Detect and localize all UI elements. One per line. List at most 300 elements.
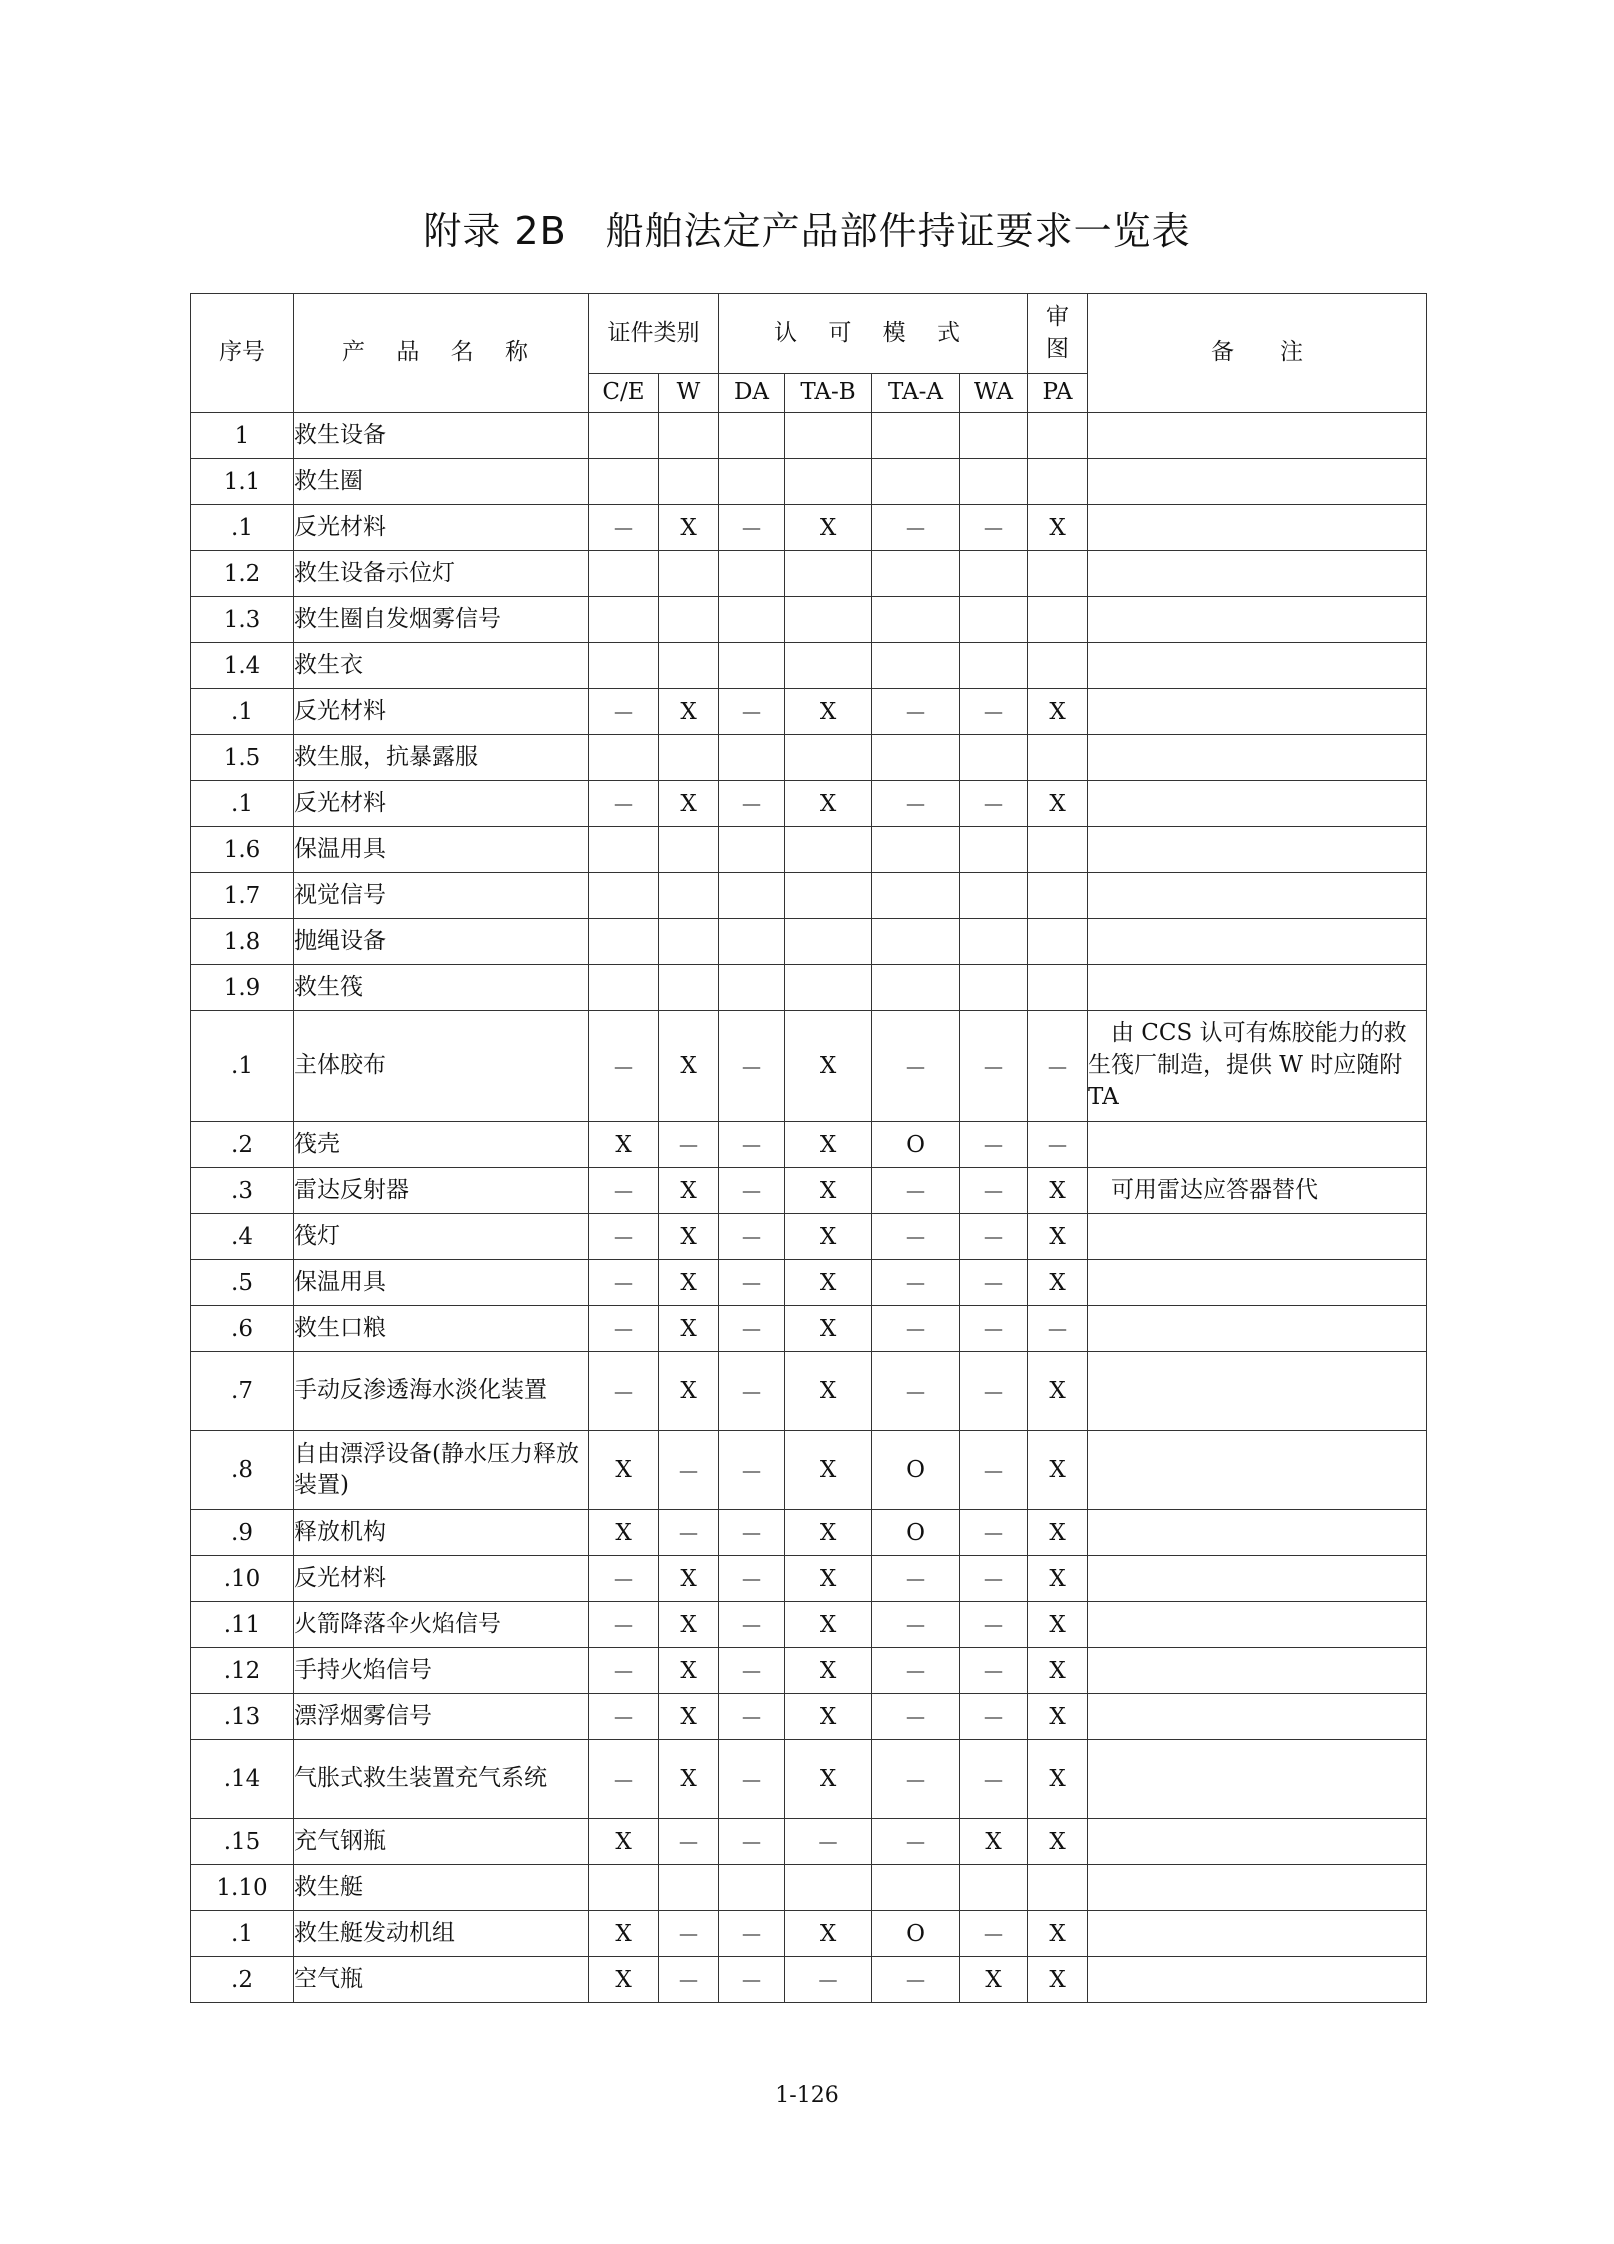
row-mark-da: － <box>719 1214 785 1260</box>
row-mark-ta-a: O <box>872 1431 960 1510</box>
row-mark-w <box>659 413 719 459</box>
table-row <box>191 643 1427 689</box>
row-mark-w: X <box>659 505 719 551</box>
row-mark-da: － <box>719 781 785 827</box>
row-seq: 1.5 <box>191 735 294 781</box>
row-remark <box>1088 1214 1427 1260</box>
row-remark <box>1088 1957 1427 2003</box>
row-remark <box>1088 1911 1427 1957</box>
row-product-name: 救生艇发动机组 <box>294 1911 589 1957</box>
row-remark <box>1088 1122 1427 1168</box>
table-row <box>191 873 1427 919</box>
row-mark-wa: － <box>960 1911 1028 1957</box>
row-mark-w <box>659 965 719 1011</box>
row-seq: .8 <box>191 1431 294 1510</box>
row-mark-ta-a <box>872 597 960 643</box>
row-product-name: 反光材料 <box>294 1556 589 1602</box>
row-mark-ce: X <box>589 1510 659 1556</box>
row-mark-ta-a: － <box>872 1011 960 1122</box>
row-mark-pa: X <box>1028 1260 1088 1306</box>
row-mark-wa: － <box>960 1122 1028 1168</box>
row-remark <box>1088 735 1427 781</box>
page-title: 附录 2B 船舶法定产品部件持证要求一览表 <box>423 209 1191 253</box>
row-mark-ta-b: X <box>785 1694 872 1740</box>
page-number: 1-126 <box>775 2083 839 2108</box>
header-plan-review: 审图 <box>1028 294 1088 374</box>
table-row <box>191 781 1427 827</box>
row-remark <box>1088 689 1427 735</box>
row-product-name: 救生口粮 <box>294 1306 589 1352</box>
row-mark-w: X <box>659 1602 719 1648</box>
row-mark-w: － <box>659 1957 719 2003</box>
row-mark-w <box>659 643 719 689</box>
row-seq: .10 <box>191 1556 294 1602</box>
row-mark-wa: － <box>960 505 1028 551</box>
row-mark-ta-a: － <box>872 1556 960 1602</box>
row-product-name: 救生圈自发烟雾信号 <box>294 597 589 643</box>
header-seq: 序号 <box>191 294 294 413</box>
row-mark-ta-a: O <box>872 1510 960 1556</box>
row-product-name: 救生衣 <box>294 643 589 689</box>
row-mark-ta-a: － <box>872 1740 960 1819</box>
row-seq: 1.8 <box>191 919 294 965</box>
row-mark-ce <box>589 1865 659 1911</box>
row-seq: .5 <box>191 1260 294 1306</box>
row-mark-da <box>719 643 785 689</box>
row-mark-wa: － <box>960 1306 1028 1352</box>
row-mark-ta-b <box>785 873 872 919</box>
row-mark-wa: － <box>960 1740 1028 1819</box>
row-remark <box>1088 1865 1427 1911</box>
certificate-requirements-table <box>190 293 1427 2003</box>
header-product-name-text: 产 品 名 称 <box>342 339 540 366</box>
row-mark-ta-a: － <box>872 1168 960 1214</box>
row-mark-ta-a <box>872 965 960 1011</box>
row-mark-pa: X <box>1028 1911 1088 1957</box>
row-mark-ta-b: X <box>785 1911 872 1957</box>
row-remark <box>1088 413 1427 459</box>
row-product-name: 救生筏 <box>294 965 589 1011</box>
table-row <box>191 1306 1427 1352</box>
table-row <box>191 827 1427 873</box>
row-seq: .2 <box>191 1122 294 1168</box>
row-mark-ta-b <box>785 459 872 505</box>
row-seq: 1.4 <box>191 643 294 689</box>
row-mark-ce <box>589 919 659 965</box>
row-product-name: 充气钢瓶 <box>294 1819 589 1865</box>
row-remark: 由 CCS 认可有炼胶能力的救生筏厂制造，提供 W 时应随附 TA <box>1088 1011 1427 1122</box>
row-seq: .2 <box>191 1957 294 2003</box>
row-mark-pa <box>1028 735 1088 781</box>
row-mark-wa: X <box>960 1819 1028 1865</box>
row-mark-pa: X <box>1028 1694 1088 1740</box>
row-remark <box>1088 505 1427 551</box>
row-mark-wa <box>960 827 1028 873</box>
row-mark-ce <box>589 873 659 919</box>
row-seq: .11 <box>191 1602 294 1648</box>
row-mark-ce <box>589 643 659 689</box>
row-remark <box>1088 1819 1427 1865</box>
row-mark-w: X <box>659 1306 719 1352</box>
row-seq: .7 <box>191 1352 294 1431</box>
row-mark-ta-a <box>872 1865 960 1911</box>
header-approval-mode <box>719 294 1028 374</box>
table-row <box>191 597 1427 643</box>
table-row <box>191 1011 1427 1122</box>
row-mark-wa: － <box>960 1602 1028 1648</box>
row-mark-wa <box>960 1865 1028 1911</box>
row-mark-pa: X <box>1028 505 1088 551</box>
row-seq: .1 <box>191 781 294 827</box>
row-seq: 1.7 <box>191 873 294 919</box>
row-mark-ta-b <box>785 735 872 781</box>
row-product-name: 主体胶布 <box>294 1011 589 1122</box>
row-mark-ta-b: X <box>785 1168 872 1214</box>
row-mark-pa <box>1028 965 1088 1011</box>
row-mark-pa <box>1028 873 1088 919</box>
row-mark-wa: － <box>960 1214 1028 1260</box>
row-mark-ta-b: X <box>785 1122 872 1168</box>
row-mark-da <box>719 827 785 873</box>
row-mark-wa: － <box>960 1556 1028 1602</box>
row-remark <box>1088 781 1427 827</box>
row-mark-ta-a <box>872 919 960 965</box>
row-mark-ta-b: X <box>785 1306 872 1352</box>
row-remark <box>1088 919 1427 965</box>
row-remark <box>1088 643 1427 689</box>
row-mark-pa: X <box>1028 781 1088 827</box>
row-mark-da: － <box>719 689 785 735</box>
row-mark-pa: X <box>1028 1648 1088 1694</box>
row-mark-w <box>659 597 719 643</box>
row-mark-ta-a <box>872 873 960 919</box>
row-mark-wa <box>960 919 1028 965</box>
row-mark-ta-b <box>785 965 872 1011</box>
row-product-name: 救生设备 <box>294 413 589 459</box>
row-seq: .14 <box>191 1740 294 1819</box>
row-mark-ce: X <box>589 1122 659 1168</box>
row-mark-w <box>659 919 719 965</box>
table-row <box>191 1556 1427 1602</box>
row-mark-da <box>719 873 785 919</box>
table-row <box>191 1865 1427 1911</box>
row-mark-ce <box>589 735 659 781</box>
row-mark-ta-b: X <box>785 1214 872 1260</box>
header-cert-type: 证件类别 <box>589 294 719 374</box>
header-approval-mode-text: 认 可 模 式 <box>774 319 972 346</box>
row-mark-wa: － <box>960 1168 1028 1214</box>
row-mark-wa: － <box>960 1260 1028 1306</box>
row-mark-ta-b: X <box>785 781 872 827</box>
row-mark-ta-b <box>785 643 872 689</box>
row-product-name: 救生艇 <box>294 1865 589 1911</box>
row-mark-da: － <box>719 1911 785 1957</box>
row-remark <box>1088 1431 1427 1510</box>
row-mark-da <box>719 413 785 459</box>
row-mark-ta-a: － <box>872 505 960 551</box>
row-mark-ta-b <box>785 413 872 459</box>
row-remark <box>1088 597 1427 643</box>
row-mark-ce: － <box>589 1306 659 1352</box>
row-mark-da: － <box>719 1694 785 1740</box>
row-mark-pa: － <box>1028 1011 1088 1122</box>
row-product-name: 救生圈 <box>294 459 589 505</box>
table-row <box>191 1819 1427 1865</box>
row-mark-da: － <box>719 1602 785 1648</box>
row-seq: .1 <box>191 1011 294 1122</box>
row-mark-ta-b <box>785 827 872 873</box>
table-body <box>191 413 1427 2003</box>
row-product-name: 筏灯 <box>294 1214 589 1260</box>
row-mark-ta-b: X <box>785 689 872 735</box>
row-mark-wa: － <box>960 1011 1028 1122</box>
row-mark-w: X <box>659 781 719 827</box>
row-mark-wa <box>960 643 1028 689</box>
row-mark-pa <box>1028 597 1088 643</box>
header-remarks: 备 注 <box>1088 294 1427 413</box>
row-mark-pa: X <box>1028 1740 1088 1819</box>
row-mark-ta-a <box>872 413 960 459</box>
row-mark-ce <box>589 827 659 873</box>
row-mark-ta-a: － <box>872 1648 960 1694</box>
row-mark-pa: X <box>1028 1214 1088 1260</box>
row-mark-wa <box>960 551 1028 597</box>
row-mark-ta-b: X <box>785 505 872 551</box>
row-mark-w <box>659 551 719 597</box>
row-mark-w: X <box>659 1556 719 1602</box>
row-seq: .1 <box>191 1911 294 1957</box>
row-mark-w: － <box>659 1510 719 1556</box>
row-mark-ta-a: O <box>872 1122 960 1168</box>
row-mark-w <box>659 873 719 919</box>
row-mark-ce: － <box>589 689 659 735</box>
row-mark-ce: － <box>589 781 659 827</box>
row-mark-wa: － <box>960 1510 1028 1556</box>
row-mark-pa: X <box>1028 1957 1088 2003</box>
row-mark-da: － <box>719 1306 785 1352</box>
row-mark-ta-a: － <box>872 1957 960 2003</box>
row-mark-da <box>719 551 785 597</box>
row-mark-w: X <box>659 1740 719 1819</box>
row-mark-da: － <box>719 1510 785 1556</box>
row-product-name: 反光材料 <box>294 781 589 827</box>
row-mark-ta-b: X <box>785 1431 872 1510</box>
row-mark-ta-b: X <box>785 1740 872 1819</box>
row-mark-pa <box>1028 919 1088 965</box>
row-mark-pa <box>1028 551 1088 597</box>
table-row <box>191 1260 1427 1306</box>
row-seq: .1 <box>191 505 294 551</box>
header-sub-ta-a: TA-A <box>872 374 960 413</box>
row-mark-pa: － <box>1028 1122 1088 1168</box>
row-product-name: 自由漂浮设备(静水压力释放装置) <box>294 1431 589 1510</box>
row-mark-ce: － <box>589 1352 659 1431</box>
row-mark-w: X <box>659 1168 719 1214</box>
row-mark-ta-a: － <box>872 1819 960 1865</box>
table-row <box>191 1352 1427 1431</box>
row-remark <box>1088 459 1427 505</box>
row-remark <box>1088 551 1427 597</box>
row-mark-ce: － <box>589 1740 659 1819</box>
row-mark-ta-a: － <box>872 1352 960 1431</box>
row-remark <box>1088 1306 1427 1352</box>
table-row <box>191 1602 1427 1648</box>
row-mark-ce: － <box>589 505 659 551</box>
row-mark-wa <box>960 413 1028 459</box>
row-mark-da <box>719 919 785 965</box>
row-mark-ce: － <box>589 1694 659 1740</box>
row-mark-ta-a: O <box>872 1911 960 1957</box>
row-mark-ta-b: X <box>785 1352 872 1431</box>
row-mark-w: X <box>659 1648 719 1694</box>
table-row <box>191 1911 1427 1957</box>
row-remark <box>1088 1352 1427 1431</box>
row-remark <box>1088 1694 1427 1740</box>
table-row <box>191 1648 1427 1694</box>
table-row <box>191 1122 1427 1168</box>
row-mark-wa <box>960 459 1028 505</box>
row-mark-ce: X <box>589 1819 659 1865</box>
table-row <box>191 551 1427 597</box>
row-mark-pa <box>1028 459 1088 505</box>
row-remark <box>1088 1260 1427 1306</box>
row-remark <box>1088 1648 1427 1694</box>
row-mark-da <box>719 597 785 643</box>
row-remark <box>1088 1740 1427 1819</box>
row-mark-wa: － <box>960 689 1028 735</box>
row-product-name: 反光材料 <box>294 689 589 735</box>
row-mark-da: － <box>719 505 785 551</box>
row-mark-da: － <box>719 1957 785 2003</box>
row-mark-da <box>719 735 785 781</box>
row-mark-da: － <box>719 1260 785 1306</box>
row-mark-w <box>659 735 719 781</box>
row-mark-ta-b: － <box>785 1957 872 2003</box>
row-product-name: 气胀式救生装置充气系统 <box>294 1740 589 1819</box>
row-seq: 1.2 <box>191 551 294 597</box>
row-mark-ce: － <box>589 1602 659 1648</box>
row-mark-w <box>659 827 719 873</box>
header-sub-pa: PA <box>1028 374 1088 413</box>
row-product-name: 雷达反射器 <box>294 1168 589 1214</box>
row-mark-wa: － <box>960 781 1028 827</box>
row-mark-da <box>719 459 785 505</box>
row-mark-ta-a: － <box>872 1260 960 1306</box>
row-mark-ta-b <box>785 1865 872 1911</box>
row-mark-wa <box>960 597 1028 643</box>
table-row <box>191 1510 1427 1556</box>
row-mark-da: － <box>719 1352 785 1431</box>
row-mark-da: － <box>719 1431 785 1510</box>
row-mark-ce <box>589 965 659 1011</box>
row-mark-pa <box>1028 827 1088 873</box>
row-mark-ce: X <box>589 1957 659 2003</box>
row-mark-ta-b <box>785 597 872 643</box>
row-mark-da: － <box>719 1819 785 1865</box>
row-mark-ce: － <box>589 1260 659 1306</box>
header-product-name <box>294 294 589 413</box>
row-mark-wa <box>960 735 1028 781</box>
row-seq: 1 <box>191 413 294 459</box>
row-product-name: 火箭降落伞火焰信号 <box>294 1602 589 1648</box>
row-mark-pa: X <box>1028 1819 1088 1865</box>
row-mark-da: － <box>719 1011 785 1122</box>
row-mark-ta-a <box>872 459 960 505</box>
row-mark-ce: － <box>589 1011 659 1122</box>
row-seq: 1.10 <box>191 1865 294 1911</box>
row-seq: .6 <box>191 1306 294 1352</box>
row-mark-ta-b <box>785 919 872 965</box>
row-mark-ta-b: X <box>785 1260 872 1306</box>
row-mark-w <box>659 1865 719 1911</box>
row-product-name: 筏壳 <box>294 1122 589 1168</box>
row-mark-pa <box>1028 413 1088 459</box>
row-product-name: 空气瓶 <box>294 1957 589 2003</box>
table-row <box>191 459 1427 505</box>
row-product-name: 救生服，抗暴露服 <box>294 735 589 781</box>
header-sub-da: DA <box>719 374 785 413</box>
row-mark-ta-a: － <box>872 781 960 827</box>
row-remark <box>1088 1556 1427 1602</box>
row-seq: 1.9 <box>191 965 294 1011</box>
row-product-name: 手动反渗透海水淡化装置 <box>294 1352 589 1431</box>
row-remark <box>1088 1510 1427 1556</box>
row-mark-da: － <box>719 1168 785 1214</box>
row-seq: .13 <box>191 1694 294 1740</box>
row-mark-ta-a: － <box>872 1214 960 1260</box>
row-product-name: 救生设备示位灯 <box>294 551 589 597</box>
row-seq: .12 <box>191 1648 294 1694</box>
table-row <box>191 1214 1427 1260</box>
row-mark-ce: X <box>589 1431 659 1510</box>
row-mark-w: － <box>659 1122 719 1168</box>
header-sub-ce: C/E <box>589 374 659 413</box>
table-row <box>191 1694 1427 1740</box>
row-mark-ta-b: X <box>785 1510 872 1556</box>
row-mark-w: X <box>659 1260 719 1306</box>
row-product-name: 保温用具 <box>294 827 589 873</box>
row-product-name: 抛绳设备 <box>294 919 589 965</box>
row-product-name: 漂浮烟雾信号 <box>294 1694 589 1740</box>
header-sub-ta-b: TA-B <box>785 374 872 413</box>
row-seq: .1 <box>191 689 294 735</box>
row-mark-w: X <box>659 689 719 735</box>
row-mark-ta-a <box>872 643 960 689</box>
row-mark-ta-b: X <box>785 1556 872 1602</box>
table-row <box>191 1168 1427 1214</box>
table-row <box>191 689 1427 735</box>
row-mark-wa: X <box>960 1957 1028 2003</box>
row-mark-ce: － <box>589 1168 659 1214</box>
row-mark-pa: X <box>1028 1602 1088 1648</box>
row-mark-da: － <box>719 1556 785 1602</box>
row-mark-da: － <box>719 1122 785 1168</box>
row-mark-ce <box>589 551 659 597</box>
row-mark-ce: － <box>589 1556 659 1602</box>
row-mark-pa: X <box>1028 1352 1088 1431</box>
row-mark-pa <box>1028 643 1088 689</box>
row-mark-ce: X <box>589 1911 659 1957</box>
row-mark-wa: － <box>960 1431 1028 1510</box>
row-mark-pa: X <box>1028 1556 1088 1602</box>
row-remark <box>1088 827 1427 873</box>
row-mark-ta-a <box>872 735 960 781</box>
row-mark-w: X <box>659 1694 719 1740</box>
row-mark-ce <box>589 597 659 643</box>
row-mark-pa <box>1028 1865 1088 1911</box>
row-product-name: 视觉信号 <box>294 873 589 919</box>
row-mark-ce: － <box>589 1214 659 1260</box>
